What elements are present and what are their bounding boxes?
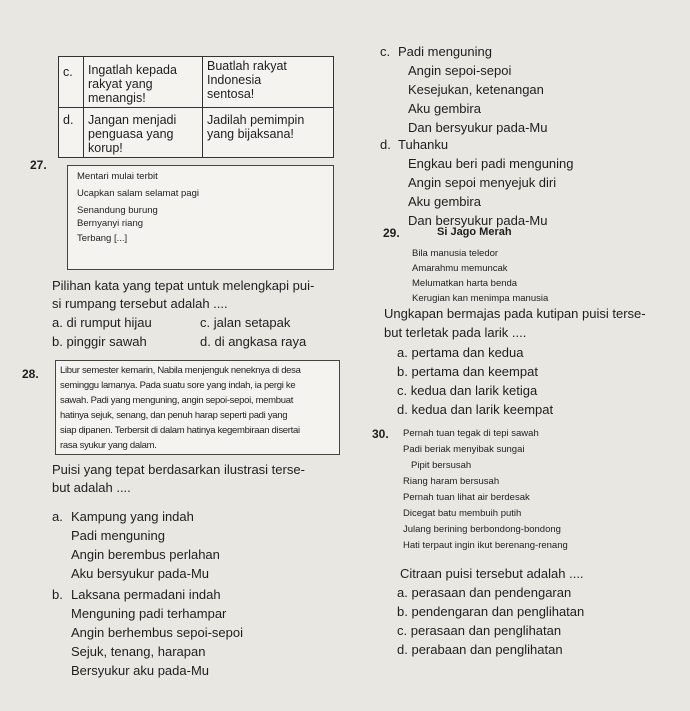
option-line: Menguning padi terhampar (71, 606, 227, 621)
option-line: Padi menguning (398, 44, 492, 59)
cell-line: Buatlah rakyat (207, 59, 287, 73)
poem-line: Padi beriak menyibak sungai (403, 444, 525, 455)
option-c[interactable] (398, 44, 547, 136)
question-number: 28. (22, 367, 39, 381)
poem-line: Bila manusia teledor (412, 248, 499, 259)
option-letter: d. (59, 108, 84, 158)
option-letter: a. (397, 585, 408, 600)
option-line: Padi menguning (71, 528, 165, 543)
option-text: perasaan dan penglihatan (410, 623, 562, 638)
question-number: 30. (372, 427, 389, 441)
option-line: Aku bersyukur pada-Mu (71, 566, 210, 581)
cell-line: yang bijaksana! (207, 127, 294, 141)
question-line: Ungkapan bermajas pada kutipan puisi terse- (384, 306, 646, 321)
poem-lines (403, 427, 568, 552)
option-line: Aku gembira (408, 194, 481, 209)
cell-line: sentosa! (207, 87, 255, 101)
question-text: Citraan puisi tersebut adalah .... (400, 566, 584, 581)
poem-line: Kerugian kan menimpa manusia (412, 293, 549, 304)
option-d[interactable] (397, 402, 553, 418)
option-line: Dan bersyukur pada-Mu (408, 120, 548, 135)
option-letter: d. (397, 402, 408, 417)
option-letter: a. (397, 345, 408, 360)
option-letter: b. (397, 604, 408, 619)
passage-box (55, 360, 340, 455)
option-line: Bersyukur aku pada-Mu (71, 663, 210, 678)
option-line: Kampung yang indah (71, 509, 194, 524)
poem-line: Terbang [...] (77, 233, 128, 244)
option-d[interactable] (200, 334, 306, 350)
poem-box (67, 165, 334, 270)
question-text (384, 306, 646, 341)
passage-line: hatinya sejuk, senang, dan penuh harap seperti padi yang (60, 410, 288, 421)
passage-line: Libur semester kemarin, Nabila menjenguk neneknya di desa (60, 365, 301, 376)
table-row (59, 108, 334, 158)
poem-line: Pernah tuan lihat air berdesak (403, 492, 530, 503)
cell-line: menangis! (88, 91, 146, 105)
option-text: perasaan dan pendengaran (411, 585, 572, 600)
poem-line: Riang haram bersusah (403, 476, 500, 487)
question-number: 27. (30, 158, 47, 172)
option-b[interactable] (52, 334, 147, 350)
option-line: Tuhanku (398, 137, 449, 152)
option-letter: b. (397, 364, 408, 379)
option-line: Aku gembira (408, 101, 481, 116)
option-letter: c. (397, 383, 408, 398)
option-text: di rumput hijau (66, 315, 152, 330)
poem-line: Senandung burung (77, 205, 158, 216)
option-a[interactable] (397, 585, 584, 601)
option-text: kedua dan larik keempat (411, 402, 554, 417)
option-b[interactable] (397, 604, 584, 620)
option-line: Angin sepoi-sepoi (408, 63, 512, 78)
cell-line: rakyat yang (88, 77, 153, 91)
option-d[interactable] (397, 642, 584, 658)
option-a[interactable] (71, 509, 220, 582)
question-number: 29. (383, 226, 400, 240)
question-line: si rumpang tersebut adalah .... (52, 296, 228, 311)
option-letter: c. (200, 315, 211, 330)
table-cell (203, 108, 334, 158)
question-text (52, 278, 314, 312)
options-list (397, 585, 584, 658)
option-line: Dan bersyukur pada-Mu (408, 213, 548, 228)
poem-title: Si Jago Merah (437, 226, 512, 238)
option-text: pendengaran dan penglihatan (411, 604, 585, 619)
poem-line: Hati terpaut ingin ikut berenang-renang (403, 540, 568, 551)
poem-line: Pipit bersusah (411, 460, 472, 471)
poem-line: Ucapkan salam selamat pagi (77, 188, 199, 199)
option-c[interactable] (397, 383, 553, 399)
poem-line: Mentari mulai terbit (77, 171, 158, 182)
poem-lines (412, 247, 548, 305)
option-line: Engkau beri padi menguning (408, 156, 574, 171)
poem-line: Julang berining berbondong-bondong (403, 524, 561, 535)
option-line: Laksana permadani indah (71, 587, 221, 602)
question-line: but adalah .... (52, 480, 131, 495)
poem-line: Bernyanyi riang (77, 218, 144, 229)
option-letter: c. (397, 623, 408, 638)
option-a[interactable] (52, 315, 152, 331)
table-row (59, 57, 334, 108)
option-letter: a. (52, 315, 63, 330)
cell-line: Ingatlah kepada (88, 63, 177, 77)
cell-line: Indonesia (207, 73, 262, 87)
passage-line: siap dipanen. Terbersit di dalam hatinya kegembiraan disertai (60, 425, 300, 436)
cell-line: korup! (88, 141, 123, 155)
table-cell (84, 108, 203, 158)
option-text: perabaan dan penglihatan (411, 642, 563, 657)
poem-lines (77, 170, 199, 245)
option-c[interactable] (200, 315, 290, 331)
options-list (397, 345, 553, 418)
cell-line: Jadilah pemimpin (207, 113, 305, 127)
passage-line: seminggu lamanya. Pada suatu sore yang indah, ia pergi ke (60, 380, 296, 391)
passage-line: rasa syukur yang dalam. (60, 440, 157, 451)
option-d-letter[interactable]: d. (380, 137, 391, 152)
option-letter: c. (59, 57, 84, 108)
question-line: Pilihan kata yang tepat untuk melengkapi pui- (52, 278, 315, 293)
option-text: di angkasa raya (214, 334, 307, 349)
option-letter: d. (200, 334, 211, 349)
option-d[interactable] (398, 137, 574, 229)
option-line: Angin berembus perlahan (71, 547, 220, 562)
passage-lines (60, 364, 301, 452)
option-line: Sejuk, tenang, harapan (71, 644, 206, 659)
option-letter: b. (52, 334, 63, 349)
option-text: pinggir sawah (66, 334, 147, 349)
option-line: Kesejukan, ketenangan (408, 82, 544, 97)
option-text: jalan setapak (213, 315, 291, 330)
cell-line: Jangan menjadi (88, 113, 177, 127)
table-cell (203, 57, 334, 108)
poem-line: Pernah tuan tegak di tepi sawah (403, 428, 539, 439)
option-text: kedua dan larik ketiga (410, 383, 538, 398)
option-b-letter[interactable]: b. (52, 587, 63, 602)
option-line: Angin sepoi menyejuk diri (408, 175, 557, 190)
option-line: Angin berhembus sepoi-sepoi (71, 625, 243, 640)
question-text (52, 462, 305, 496)
answer-options-table (58, 56, 334, 158)
option-text: pertama dan keempat (411, 364, 538, 379)
option-b[interactable] (71, 587, 243, 679)
passage-line: sawah. Padi yang menguning, angin sepoi-sepoi, membuat (60, 395, 294, 406)
poem-line: Melumatkan harta benda (412, 278, 518, 289)
question-line: but terletak pada larik .... (384, 325, 527, 340)
table-cell (84, 57, 203, 108)
option-a-letter[interactable]: a. (52, 509, 63, 524)
option-a[interactable] (397, 345, 553, 361)
option-text: pertama dan kedua (411, 345, 524, 360)
option-c-letter[interactable]: c. (380, 44, 391, 59)
question-line: Puisi yang tepat berdasarkan ilustrasi terse- (52, 462, 305, 477)
poem-line: Dicegat batu membuih putih (403, 508, 522, 519)
option-letter: d. (397, 642, 408, 657)
option-b[interactable] (397, 364, 553, 380)
option-c[interactable] (397, 623, 584, 639)
poem-line: Amarahmu memuncak (412, 263, 508, 274)
cell-line: penguasa yang (88, 127, 174, 141)
